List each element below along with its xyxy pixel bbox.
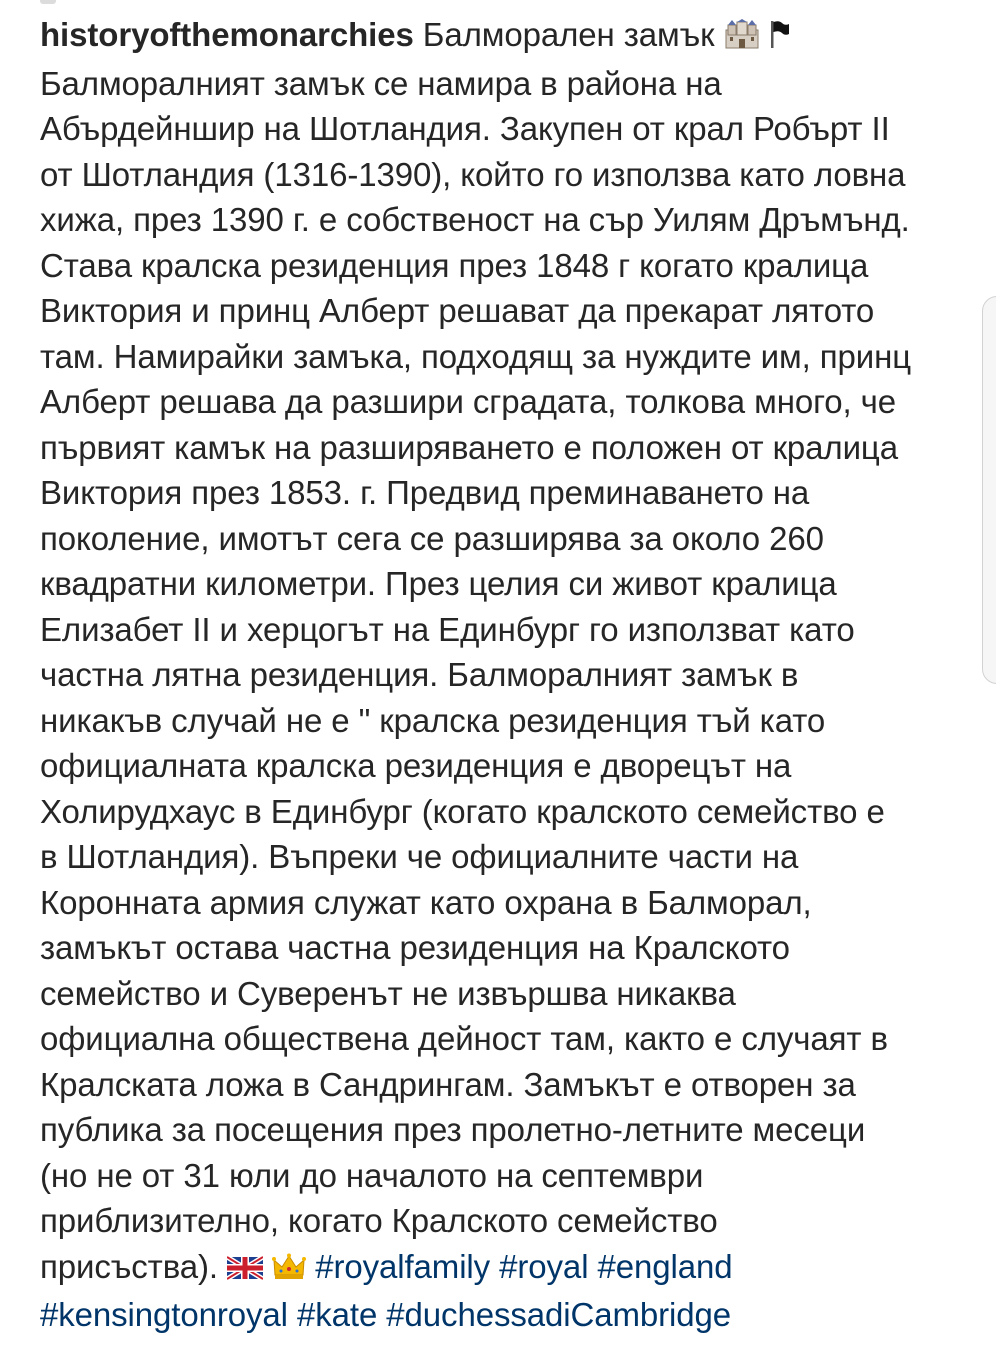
caption-line: в Шотландия). Въпреки че официалните части на <box>40 838 799 875</box>
caption-line: Холирудхаус в Единбург (когато кралското семейство е <box>40 792 885 830</box>
caption-line: официална обществена дейност там, както е случаят в <box>40 1020 888 1057</box>
caption-line: от Шотландия (1316-1390), който го използва като ловна <box>40 155 906 193</box>
caption-line: там. Намирайки замъка, подходящ за нуждите им, принц <box>40 337 912 375</box>
caption-line: поколение, имотът сега се разширява за около 260 <box>40 519 824 557</box>
hashtag-link[interactable]: #royal <box>499 1247 589 1285</box>
caption-line: семейство и Суверенът не извършва никаква <box>40 974 736 1012</box>
uk-flag-emoji-icon <box>227 1247 263 1293</box>
caption-line: официалната кралска резиденция е дворецът на <box>40 747 792 784</box>
closing-text: присъства). <box>40 1247 218 1285</box>
crown-emoji-icon <box>272 1247 306 1293</box>
caption-line: Балморалният замък се намира в района на <box>40 64 722 102</box>
caption-line: първият камък на разширяването е положен от кралица <box>40 428 898 466</box>
caption-line: Виктория през 1853. г. Предвид преминаването на <box>40 474 810 511</box>
caption-line: Алберт решава да разшири сградата, толкова много, че <box>40 383 897 420</box>
caption-line: (но не от 31 юли до началото на септември <box>40 1156 704 1194</box>
caption-line: квадратни километри. През целия си живот кралица <box>40 565 837 602</box>
caption-line: Елизабет II и херцогът на Единбург го използват като <box>40 610 855 648</box>
caption-line: Коронната армия служат като охрана в Балморал, <box>40 883 812 921</box>
caption-closing-line <box>40 1244 970 1293</box>
caption-line: замъкът остава частна резиденция на Кралското <box>40 929 790 966</box>
caption-body <box>40 61 970 1244</box>
hashtag-link[interactable]: #kate <box>296 1296 378 1333</box>
previous-content-edge <box>40 0 56 4</box>
caption-line: Кралската ложа в Сандрингам. Замъкът е отворен за <box>40 1065 856 1103</box>
hashtags-row-2 <box>40 1292 970 1338</box>
caption-line: частна лятна резиденция. Балморалният замък в <box>40 656 799 693</box>
caption-line: хижа, през 1390 г. е собственост на сър Уилям Дръмънд. <box>40 201 910 238</box>
caption-line: Става кралска резиденция през 1848 г когато кралица <box>40 246 869 284</box>
castle-emoji-icon <box>724 15 760 61</box>
hashtags-row-1 <box>315 1248 732 1285</box>
scrollbar-handle[interactable] <box>982 296 996 684</box>
caption-line: приблизително, когато Кралското семейство <box>40 1202 718 1239</box>
caption-first-line <box>40 12 970 61</box>
caption-line: публика за посещения през пролетно-летните месеци <box>40 1111 866 1148</box>
black-flag-emoji-icon <box>769 15 791 61</box>
caption-line: Виктория и принц Алберт решават да прекарат лятото <box>40 292 875 329</box>
username-link[interactable]: historyofthemonarchies <box>40 16 414 53</box>
hashtag-link[interactable]: #duchessadiCambridge <box>386 1296 732 1333</box>
post-caption <box>40 12 970 1338</box>
caption-line: Абърдейншир на Шотландия. Закупен от крал Робърт II <box>40 110 890 147</box>
hashtag-link[interactable]: #royalfamily <box>315 1247 491 1285</box>
hashtag-link[interactable]: #kensingtonroyal <box>40 1296 288 1333</box>
post-title: Балморален замък <box>422 16 715 53</box>
caption-line: никакъв случай не е " кралска резиденция тъй като <box>40 701 826 739</box>
hashtag-link[interactable]: #england <box>597 1247 733 1285</box>
